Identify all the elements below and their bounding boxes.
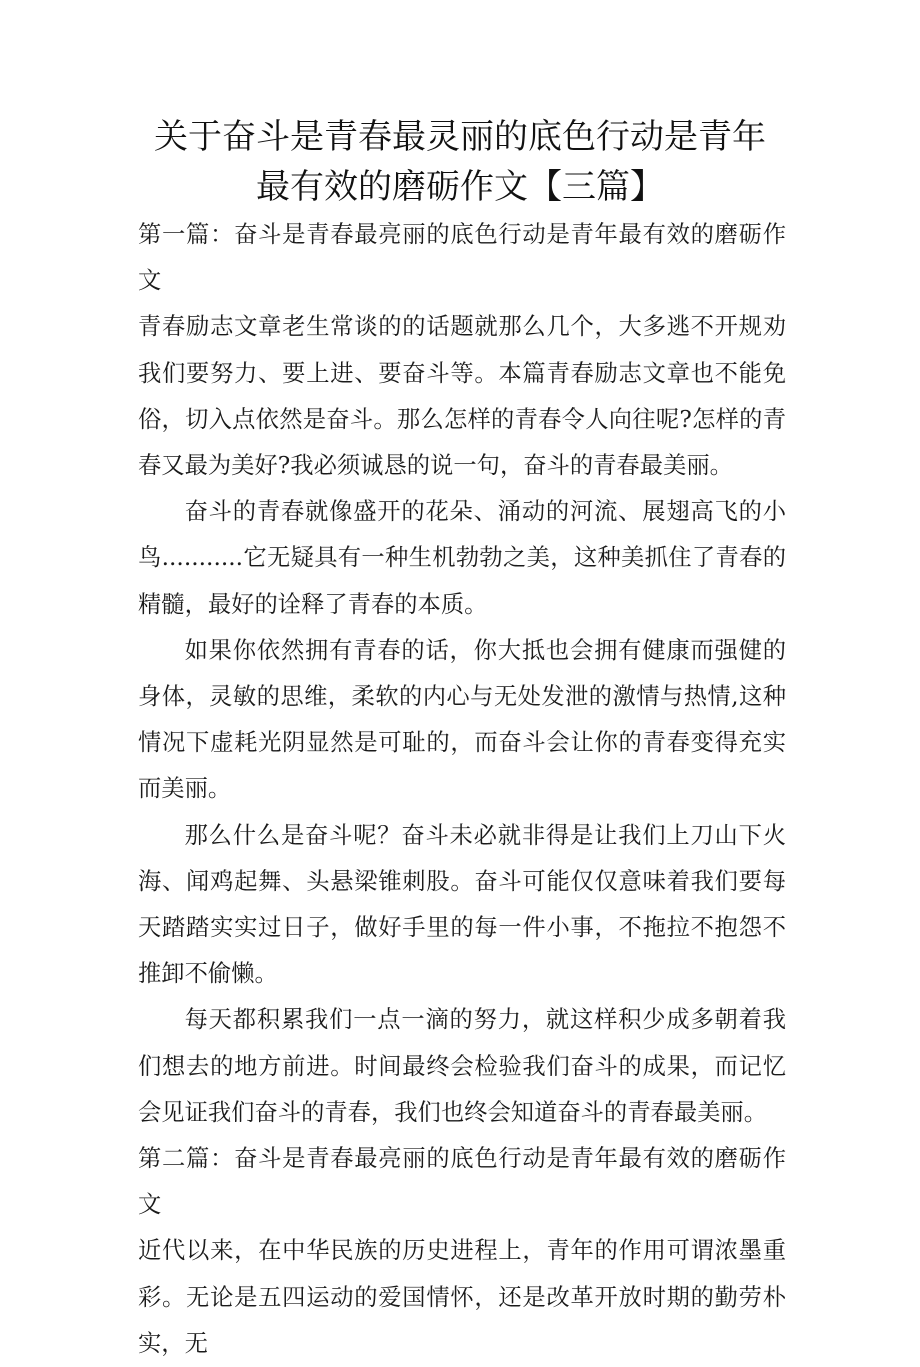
paragraph: 那么什么是奋斗呢？奋斗未必就非得是让我们上刀山下火海、闻鸡起舞、头悬梁锥刺股。奋斗可能仅仅意味着我们要每天踏踏实实过日子，做好手里的每一件小事，不拖拉不抱怨不推卸不偷懒。 xyxy=(138,821,786,988)
paragraph: 近代以来，在中华民族的历史进程上，青年的作用可谓浓墨重彩。无论是五四运动的爱国情怀，还是改革开放时期的勤劳朴实，无 xyxy=(138,1237,786,1357)
section-heading-2: 第二篇：奋斗是青春最亮丽的底色行动是青年最有效的磨砺作文 xyxy=(138,1145,786,1219)
document-title-line-1: 关于奋斗是青春最灵丽的底色行动是青年 xyxy=(154,117,766,157)
paragraph: 如果你依然拥有青春的话，你大抵也会拥有健康而强健的身体，灵敏的思维，柔软的内心与无处发泄的激情与热情,这种情况下虚耗光阴显然是可耻的，而奋斗会让你的青春变得充实而美丽。 xyxy=(138,636,786,803)
paragraph: 奋斗的青春就像盛开的花朵、涌动的河流、展翅高飞的小鸟...........它无疑具有一种生机勃勃之美，这种美抓住了青春的精髓，最好的诠释了青春的本质。 xyxy=(138,498,786,618)
document-title-line-2: 最有效的磨砺作文【三篇】 xyxy=(256,167,664,207)
section-heading-1: 第一篇：奋斗是青春最亮丽的底色行动是青年最有效的磨砺作文 xyxy=(138,221,786,295)
paragraph: 青春励志文章老生常谈的的话题就那么几个，大多逃不开规劝我们要努力、要上进、要奋斗等。本篇青春励志文章也不能免俗，切入点依然是奋斗。那么怎样的青春令人向往呢?怎样的青春又最为美好?我必须诚恳的说一句，奋斗的青春最美丽。 xyxy=(138,313,786,480)
paragraph: 每天都积累我们一点一滴的努力，就这样积少成多朝着我们想去的地方前进。时间最终会检验我们奋斗的成果，而记忆会见证我们奋斗的青春，我们也终会知道奋斗的青春最美丽。 xyxy=(138,1006,786,1126)
document-body xyxy=(138,212,786,1367)
